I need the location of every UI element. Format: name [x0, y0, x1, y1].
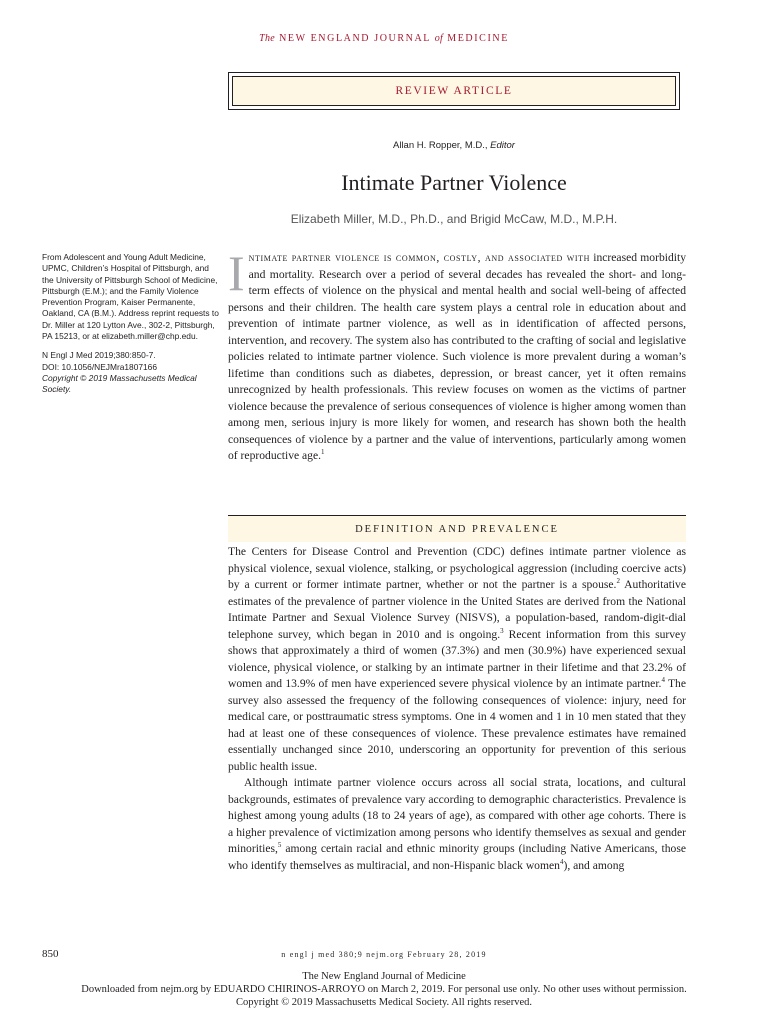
p1-text-a: The Centers for Disease Control and Prevention (CDC) defines intimate partner violence as physical violence, sexual violence, stalking, or psychological aggression (including coercive acts) by a current or former intimate partner, whether or not the partner is a spouse. [228, 545, 686, 591]
section-heading: DEFINITION AND PREVALENCE [355, 523, 559, 535]
running-head-journal-2: MEDICINE [447, 33, 509, 44]
p2-text-c: ), and among [563, 858, 625, 872]
running-head-journal-1: NEW ENGLAND JOURNAL [279, 33, 431, 44]
running-head [0, 33, 768, 44]
p1-text-d: The survey also assessed the frequency of the following consequences of violence: injury, need for medical care, or posttraumatic stress symptoms. One in 4 women and 1 in 10 men stated that they had at least one of these consequences of violence. These prevalence estimates have remained essentially unchanged since 2010, underscoring an opportunity for prevention of this serious public health issue. [228, 677, 686, 773]
download-notice-copyright: Copyright © 2019 Massachusetts Medical Society. All rights reserved. [236, 997, 532, 1008]
p2-text-b: among certain racial and ethnic minority groups (including Native Americans, those who identify themselves as multiracial, and non-Hispanic black women [228, 842, 686, 872]
reference-mark: 4 [559, 857, 564, 866]
reference-mark: 2 [616, 577, 620, 586]
paragraph-2 [228, 775, 686, 874]
article-title: Intimate Partner Violence [341, 170, 567, 195]
editor-role: Editor [490, 140, 515, 151]
paragraph-1 [228, 544, 686, 775]
editor-line [228, 140, 680, 151]
running-head-the: The [259, 33, 275, 44]
doi: DOI: 10.1056/NEJMra1807166 [42, 361, 157, 372]
p1-text-c: Recent information from this survey shows that approximately a third of women (37.3%) and men (30.9%) have experienced sexual violence, physical violence, or stalking by an intimate partner in their lifetime and that 23.2% of women and 13.9% of men have experienced severe physical violence by an intimate partner. [228, 627, 686, 690]
article-type-banner [228, 72, 680, 110]
p1-text-b: Authoritative estimates of the prevalence of partner violence in the United States are derived from the National Intimate Partner and Sexual Violence Survey (NISVS), a population-based, random-digit-dial telephone survey, which began in 2010 and is ongoing. [228, 578, 686, 641]
article-type-label: REVIEW ARTICLE [395, 85, 513, 97]
intro-paragraph [228, 245, 686, 465]
copyright-note: Copyright © 2019 Massachusetts Medical Society. [42, 372, 197, 395]
p2-text-a: Although intimate partner violence occurs across all social strata, locations, and cultural backgrounds, estimates of prevalence vary according to demographic characteristics. Prevalence is highest among young adults (18 to 24 years of age), as compared with other age cohorts. There is a higher prevalence of victimization among persons who identify themselves as sexual and gender minorities, [228, 776, 686, 855]
intro-lead: ntimate partner violence is common, costly, and associated with [248, 251, 590, 264]
intro-text: increased morbidity and mortality. Research over a period of several decades has revealed the short- and long-term effects of violence on the physical and mental health and social well-being of affected persons and their children. The health care system plays a central role in education about and prevention of intimate partner violence, as well as in identification of affected persons, intervention, and recovery. The system also has contributed to the crafting of social and legislative policies related to intimate partner violence. Such violence is more prevalent during a woman’s lifetime than conditions such as diabetes, depression, or breast cancer, yet it often remains unrecognized by health professionals. This review focuses on women as the victims of partner violence because the prevalence of serious consequences of violence is higher among women than among men, serious injury is more likely for women, and research has shown both the health consequences of violence by a partner and the value of interventions, particularly among women of reproductive age. [228, 251, 686, 462]
citation: N Engl J Med 2019;380:850-7. [42, 350, 156, 361]
download-notice-user: Downloaded from nejm.org by EDUARDO CHIRINOS-ARROYO on March 2, 2019. For personal use only. No other uses without permission. [81, 984, 687, 995]
page-number: 850 [42, 948, 59, 960]
editor-name: Allan H. Ropper, M.D., [393, 140, 488, 151]
journal-footer: n engl j med 380;9 nejm.org February 28, 2019 [281, 950, 487, 959]
article-type-banner-inner [232, 76, 676, 106]
section-body [228, 544, 686, 874]
reference-mark: 3 [500, 626, 504, 635]
dropcap: I [228, 245, 245, 301]
section-heading-bar [228, 515, 686, 542]
reference-mark: 1 [321, 448, 325, 457]
author-affiliation: From Adolescent and Young Adult Medicine, UPMC, Children’s Hospital of Pittsburgh, and the University of Pittsburgh School of Medicine, Pittsburgh (E.M.); and the Family Violence Prevention Program, Kaiser Permanente, Oakland, CA (B.M.). Address reprint requests to Dr. Miller at 120 Lytton Ave., 302-2, Pittsburgh, PA 15213, or at elizabeth.miller@chp.edu. [42, 252, 219, 342]
download-notice-journal: The New England Journal of Medicine [302, 971, 466, 982]
article-authors: Elizabeth Miller, M.D., Ph.D., and Brigid McCaw, M.D., M.P.H. [290, 212, 618, 226]
sidebar-notes [42, 252, 220, 396]
reference-mark: 4 [661, 676, 665, 685]
reference-mark: 5 [277, 841, 282, 850]
running-head-of: of [434, 33, 444, 44]
